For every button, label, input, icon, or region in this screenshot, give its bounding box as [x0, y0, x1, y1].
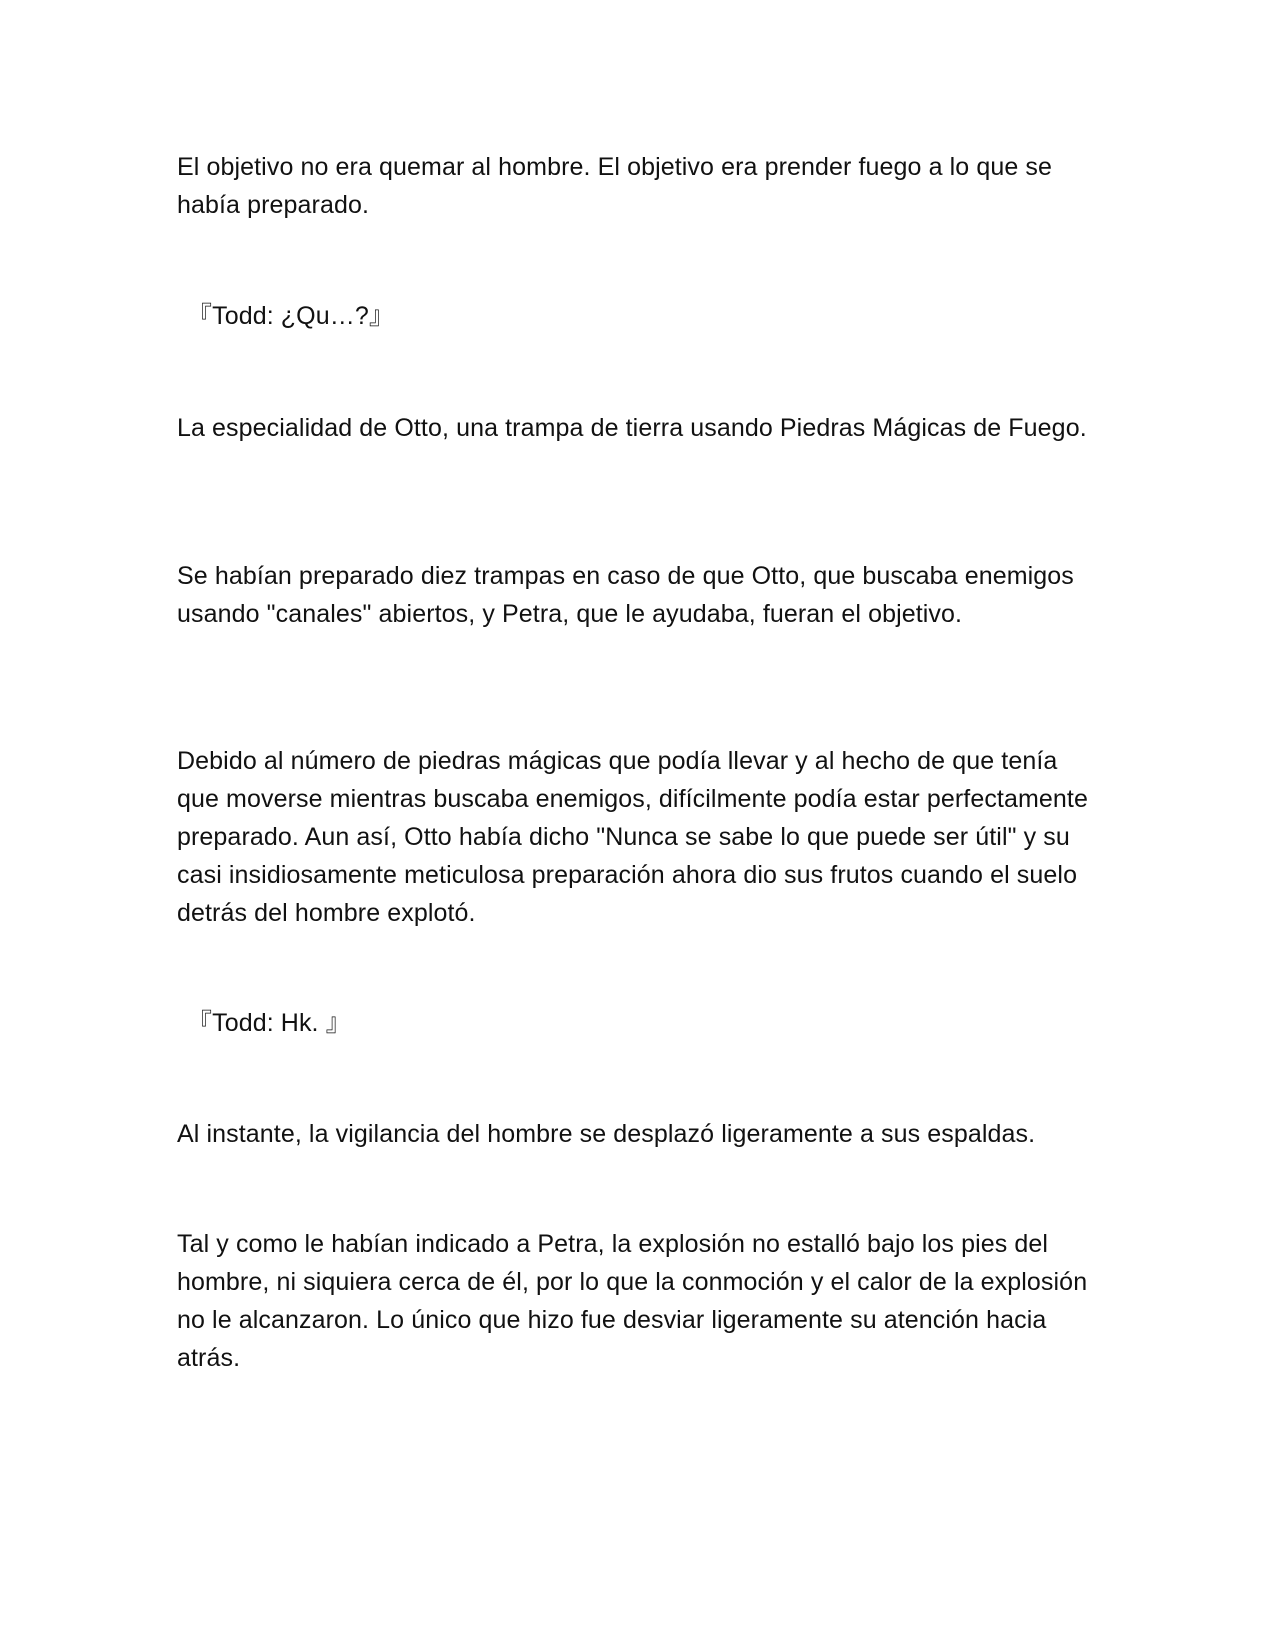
- dialogue-todd-1: 『Todd: ¿Qu…?』: [187, 302, 394, 330]
- paragraph-preparation: Debido al número de piedras mágicas que podía llevar y al hecho de que tenía que moverse mientras buscaba enemigos, difícilmente podía estar perfectamente preparado. Aun así, Otto había dicho "Nunca se sabe lo que puede ser útil" y su casi insidiosamente meticulosa preparación ahora dio sus frutos cuando el suelo detrás del hombre explotó.: [177, 747, 1088, 927]
- paragraph-explosion: Tal y como le habían indicado a Petra, la explosión no estalló bajo los pies del hombre, ni siquiera cerca de él, por lo que la conmoción y el calor de la explosión no le alcanzaron. Lo único que hizo fue desviar ligeramente su atención hacia atrás.: [177, 1230, 1088, 1372]
- paragraph-vigilance: Al instante, la vigilancia del hombre se desplazó ligeramente a sus espaldas.: [177, 1120, 1036, 1148]
- paragraph-traps: Se habían preparado diez trampas en caso de que Otto, que buscaba enemigos usando "canales" abiertos, y Petra, que le ayudaba, fueran el objetivo.: [177, 562, 1074, 628]
- paragraph-objective: El objetivo no era quemar al hombre. El objetivo era prender fuego a lo que se había preparado.: [177, 153, 1052, 219]
- paragraph-otto-specialty: La especialidad de Otto, una trampa de tierra usando Piedras Mágicas de Fuego.: [177, 414, 1087, 442]
- dialogue-todd-2: 『Todd: Hk. 』: [187, 1009, 351, 1037]
